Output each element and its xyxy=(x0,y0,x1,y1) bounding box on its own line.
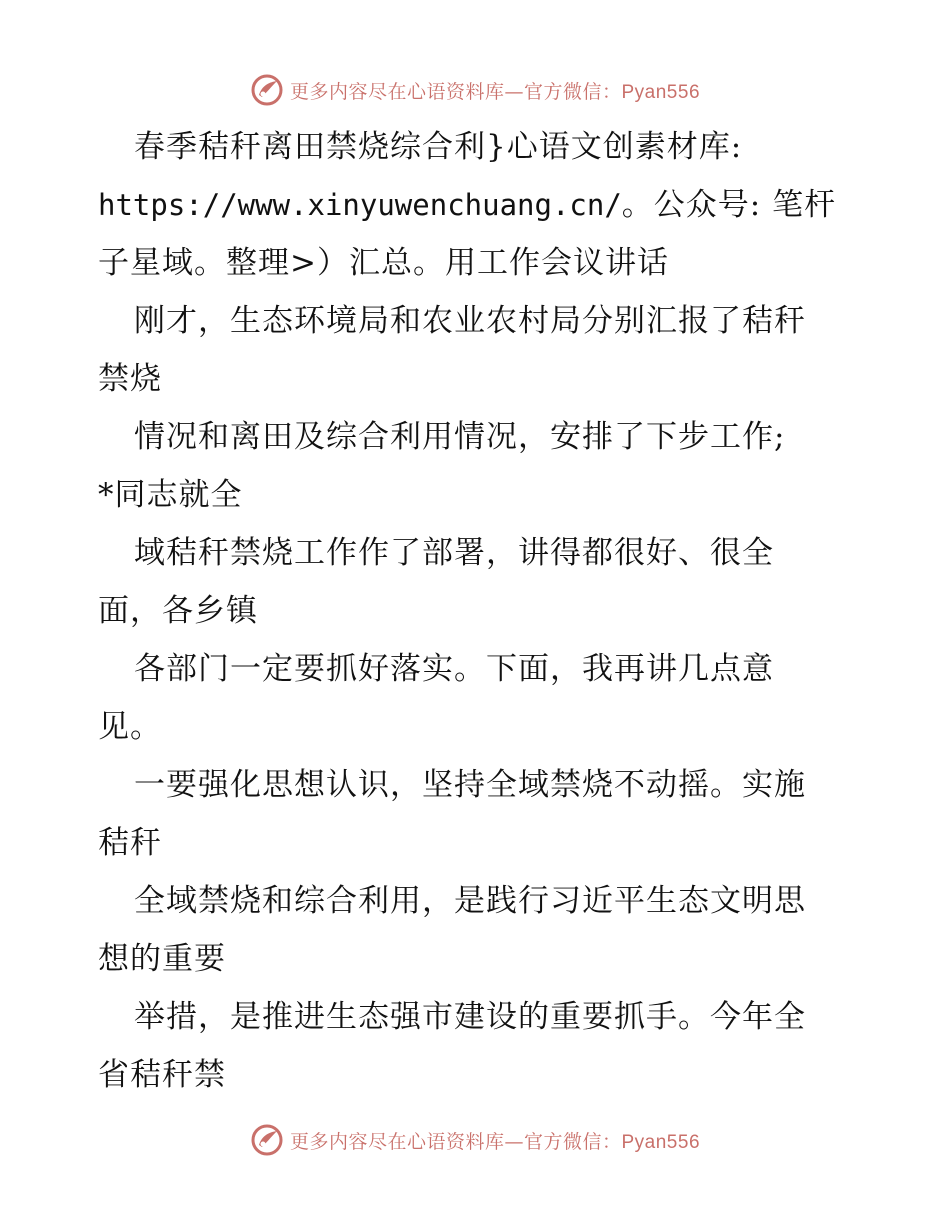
document-body xyxy=(98,118,858,1104)
text-line: 面，各乡镇 xyxy=(98,593,258,629)
brand-logo-icon xyxy=(250,73,284,107)
footer-banner xyxy=(0,1120,950,1160)
text-line: 情况和离田及综合利用情况，安排了下步工作; xyxy=(134,419,786,455)
text-line: 省秸秆禁 xyxy=(98,1057,226,1093)
footer-banner-text: 更多内容尽在心语资料库—官方微信：Pyan556 xyxy=(289,1130,701,1153)
website-url: https://www.xinyuwenchuang.cn/ xyxy=(98,188,622,222)
header-banner xyxy=(0,70,950,110)
wechat-handle: Pyan556 xyxy=(621,81,701,103)
brand-logo-icon xyxy=(250,1123,284,1157)
text-line: 域秸秆禁烧工作作了部署，讲得都很好、很全 xyxy=(134,535,774,571)
text-line: 想的重要 xyxy=(98,941,226,977)
text-line: 春季秸秆离田禁烧综合利}心语文创素材库: xyxy=(134,129,743,165)
text-line: 一要强化思想认识，坚持全域禁烧不动摇。实施 xyxy=(134,767,806,803)
wechat-handle: Pyan556 xyxy=(621,1131,701,1153)
text-line: 刚才，生态环境局和农业农村局分别汇报了秸秆 xyxy=(134,303,806,339)
text-line: 各部门一定要抓好落实。下面，我再讲几点意 xyxy=(134,651,774,687)
text-line: 举措，是推进生态强市建设的重要抓手。今年全 xyxy=(134,999,806,1035)
text-line: https://www.xinyuwenchuang.cn/。公众号: 笔杆 xyxy=(98,187,837,223)
text-line: 禁烧 xyxy=(98,361,162,397)
text-line: 全域禁烧和综合利用，是践行习近平生态文明思 xyxy=(134,883,806,919)
header-banner-text: 更多内容尽在心语资料库—官方微信：Pyan556 xyxy=(289,80,701,103)
text-line: *同志就全 xyxy=(98,477,243,513)
text-line: 秸秆 xyxy=(98,825,162,861)
text-line: 见。 xyxy=(98,709,162,745)
text-line: 子星域。整理>）汇总。用工作会议讲话 xyxy=(98,245,669,281)
